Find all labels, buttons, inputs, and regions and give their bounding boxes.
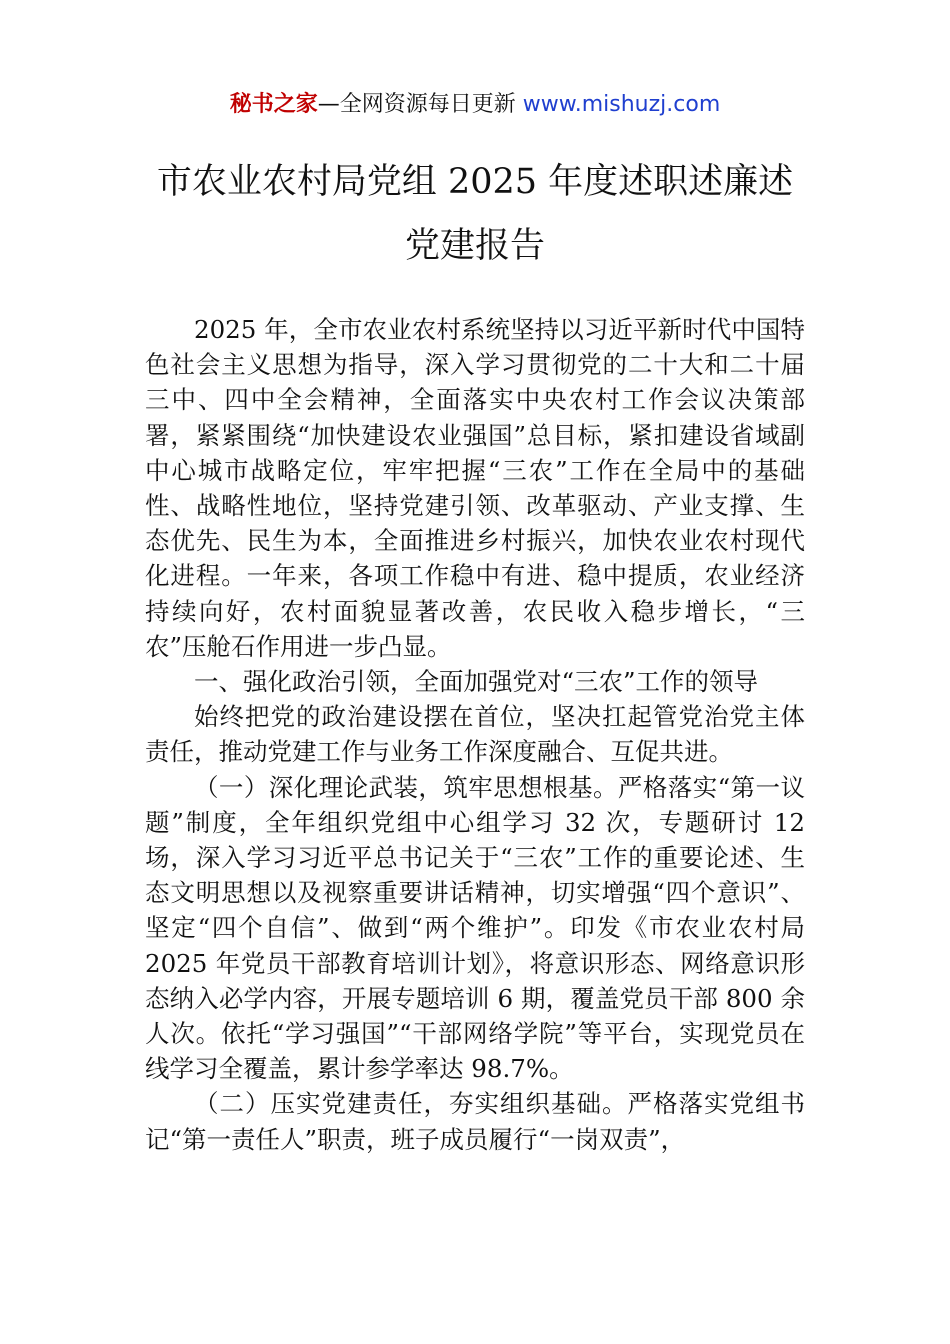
site-url-link[interactable]: www.mishuzj.com	[522, 92, 721, 117]
title-line-2: 党建报告	[404, 226, 545, 266]
paragraph-subsection-1: （一）深化理论武装，筑牢思想根基。严格落实“第一议题”制度，全年组织党组中心组学习 32 次，专题研讨 12 场，深入学习习近平总书记关于“三农”工作的重要论述、生态文明思想以及视察重要讲话精神，切实增强“四个意识”、坚定“四个自信”、做到“两个维护”。印发《市农业农村局 2025 年党员干部教育培训计划》，将意识形态、网络意识形态纳入必学内容，开展专题培训 6 期，覆盖党员干部 800 余人次。依托“学习强国”“干部网络学院”等平台，实现党员在线学习全覆盖，累计参学率达 98.7%。	[145, 772, 805, 1084]
site-tagline: —全网资源每日更新	[317, 92, 523, 117]
paragraph-intro: 2025 年，全市农业农村系统坚持以习近平新时代中国特色社会主义思想为指导，深入学习贯彻党的二十大和二十届三中、四中全会精神，全面落实中央农村工作会议决策部署，紧紧围绕“加快建设农业强国”总目标，紧扣建设省域副中心城市战略定位，牢牢把握“三农”工作在全局中的基础性、战略性地位，坚持党建引领、改革驱动、产业支撑、生态优先、民生为本，全面推进乡村振兴，加快农业农村现代化进程。一年来，各项工作稳中有进、稳中提质，农业经济持续向好，农村面貌显著改善，农民收入稳步增长，“三农”压舱石作用进一步凸显。	[145, 315, 805, 661]
section-heading-1: 一、强化政治引领，全面加强党对“三农”工作的领导	[194, 667, 759, 697]
paragraph-section-1-lead: 始终把党的政治建设摆在首位，坚决扛起管党治党主体责任，推动党建工作与业务工作深度融合、互促共进。	[145, 702, 805, 767]
title-line-1: 市农业农村局党组 2025 年度述职述廉述	[156, 162, 794, 202]
paragraph-subsection-2: （二）压实党建责任，夯实组织基础。严格落实党组书记“第一责任人”职责，班子成员履行“一岗双责”，	[145, 1089, 805, 1154]
site-header	[0, 88, 950, 122]
document-body	[145, 312, 805, 1157]
document-title	[0, 150, 950, 278]
brand-name: 秘书之家	[229, 92, 318, 117]
